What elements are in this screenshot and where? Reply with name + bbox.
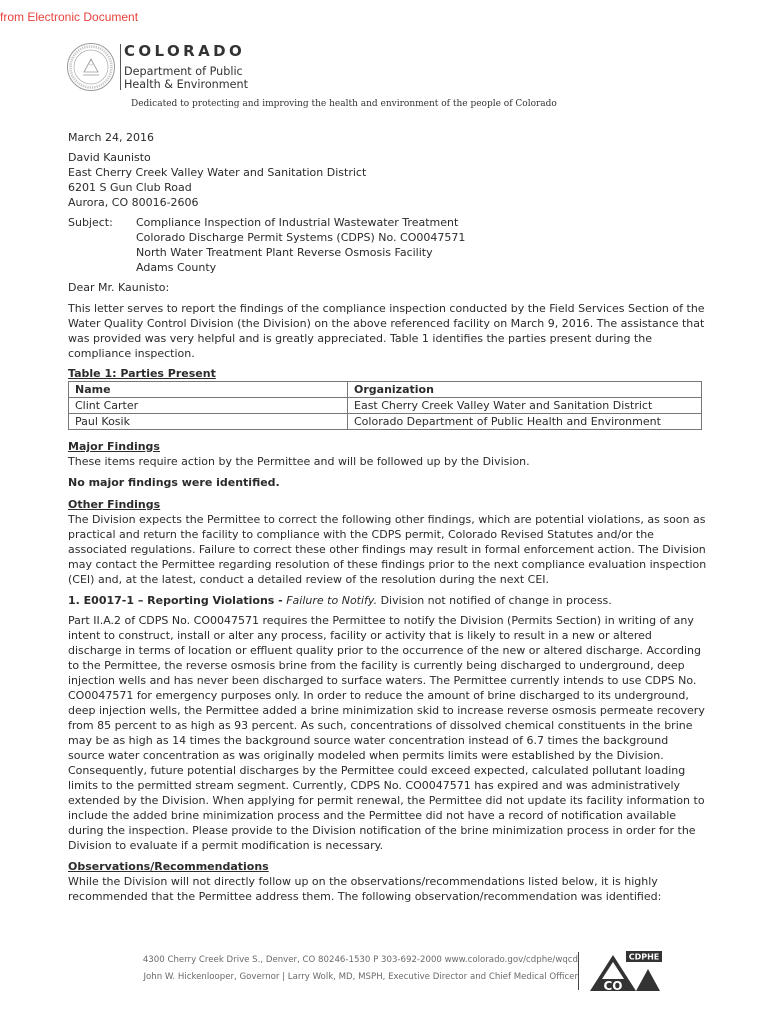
table-cell-name: Clint Carter — [69, 398, 348, 414]
footer-officials: John W. Hickenlooper, Governor | Larry Wolk, MD, MSPH, Executive Director and Chief Medical Officer — [143, 972, 578, 982]
table-header-organization: Organization — [348, 382, 702, 398]
subject-line: North Water Treatment Plant Reverse Osmosis Facility — [136, 246, 433, 259]
intro-paragraph: This letter serves to report the findings of the compliance inspection conducted by the Field Services Section of the Water Quality Control Division (the Division) on the above referenced facility on March 9, 2016. The assistance that was provided was very helpful and is greatly appreciated. Table 1 identifies the parties present during the compliance inspection. — [68, 302, 705, 360]
observations-text: While the Division will not directly follow up on the observations/recommendations listed below, it is highly recommended that the Permittee address them. The following observation/recommendation was identified: — [68, 875, 662, 903]
subject-label: Subject: — [68, 216, 113, 229]
letterhead-tagline: Dedicated to protecting and improving the health and environment of the people of Colorado — [131, 99, 557, 109]
table-cell-organization: Colorado Department of Public Health and Environment — [348, 414, 702, 430]
table-header-row — [69, 382, 702, 398]
table-header-name: Name — [69, 382, 348, 398]
cdphe-logo-icon — [588, 949, 664, 993]
major-findings-text: These items require action by the Permittee and will be followed up by the Division. — [68, 455, 530, 468]
footer — [84, 952, 578, 986]
letter-body — [68, 130, 708, 904]
recipient-name: David Kaunisto — [68, 151, 151, 164]
letter-date: March 24, 2016 — [68, 131, 155, 144]
other-findings-heading: Other Findings — [68, 498, 161, 511]
table-cell-organization: East Cherry Creek Valley Water and Sanitation District — [348, 398, 702, 414]
letterhead-divider — [120, 44, 121, 90]
state-seal-icon — [66, 42, 116, 92]
subject-line: Adams County — [136, 261, 217, 274]
recipient-org: East Cherry Creek Valley Water and Sanitation District — [68, 166, 367, 179]
table-cell-name: Paul Kosik — [69, 414, 348, 430]
table-row — [69, 414, 702, 430]
recipient-address1: 6201 S Gun Club Road — [68, 181, 192, 194]
cdphe-logo-co: CO — [603, 979, 623, 993]
major-findings-heading: Major Findings — [68, 440, 160, 453]
subject-line: Compliance Inspection of Industrial Wastewater Treatment — [136, 216, 459, 229]
other-findings-text: The Division expects the Permittee to correct the following other findings, which are potential violations, as soon as practical and return the facility to compliance with the CDPS permit, Colorado Revised Statutes and/or the associated regulations. Failure to correct these other findings may result in formal enforcement action. The Division may contact the Permittee regarding resolution of these findings prior to the next compliance evaluation inspection (CEI) and, at the latest, conduct a detailed review of the resolution during the next CEI. — [68, 513, 707, 586]
recipient-address2: Aurora, CO 80016-2606 — [68, 196, 199, 209]
parties-table — [68, 381, 702, 430]
footer-address: 4300 Cherry Creek Drive S., Denver, CO 80246-1530 P 303-692-2000 www.colorado.gov/cdphe/wqcd — [142, 955, 578, 965]
finding-1-summary: Division not notified of change in process. — [380, 594, 612, 607]
letterhead-state: COLORADO — [124, 42, 246, 60]
footer-divider — [578, 952, 579, 990]
cdphe-logo-label: CDPHE — [628, 952, 660, 962]
recipient-block — [68, 150, 708, 210]
finding-1-body: Part II.A.2 of CDPS No. CO0047571 requires the Permittee to notify the Division (Permits Section) in writing of any intent to construct, install or alter any process, facility or activity that is likely to result in a new or altered discharge in terms of location or effluent quality prior to the occurrence of the new or altered discharge. According to the Permittee, the reverse osmosis brine from the facility is currently being discharged to underground, deep injection wells and has never been discharged to surface waters. The Permittee currently intends to use CDPS No. CO0047571 for emergency purposes only. In order to reduce the amount of brine discharged to its underground, deep injection wells, the Permittee added a brine minimization skid to increase reverse osmosis permeate recovery from 85 percent to as high as 93 percent. As such, concentrations of dissolved chemical constituents in the brine may be as high as 14 times the background source water concentration instead of 6.7 times the background source water concentration as was originally modeled when permits limits were established by the Division. Consequently, future potential discharges by the Permittee could exceed expected, calculated pollutant loading limits to the permitted stream segment. Currently, CDPS No. CO0047571 has expired and was administratively extended by the Division. When applying for permit renewal, the Permittee did not update its facility information to include the added brine minimization process and the Permittee did not have a record of notification available during the inspection. Please provide to the Division notification of the brine minimization process in order for the Division to evaluate if a permit modification is necessary. — [68, 614, 705, 852]
finding-1-subtitle: Failure to Notify. — [286, 594, 378, 607]
letterhead-dept-line1: Department of Public — [124, 65, 243, 78]
salutation: Dear Mr. Kaunisto: — [68, 281, 170, 294]
watermark-text: from Electronic Document — [0, 10, 139, 24]
major-findings-none: No major findings were identified. — [68, 476, 280, 489]
subject-line: Colorado Discharge Permit Systems (CDPS) No. CO0047571 — [136, 231, 466, 244]
table-caption: Table 1: Parties Present — [68, 367, 216, 380]
finding-1-heading — [68, 593, 708, 608]
letterhead-dept-line2: Health & Environment — [124, 78, 249, 91]
table-row — [69, 398, 702, 414]
observations-heading: Observations/Recommendations — [68, 860, 269, 873]
subject-block — [68, 215, 708, 275]
finding-1-title: 1. E0017-1 – Reporting Violations - — [68, 594, 283, 607]
